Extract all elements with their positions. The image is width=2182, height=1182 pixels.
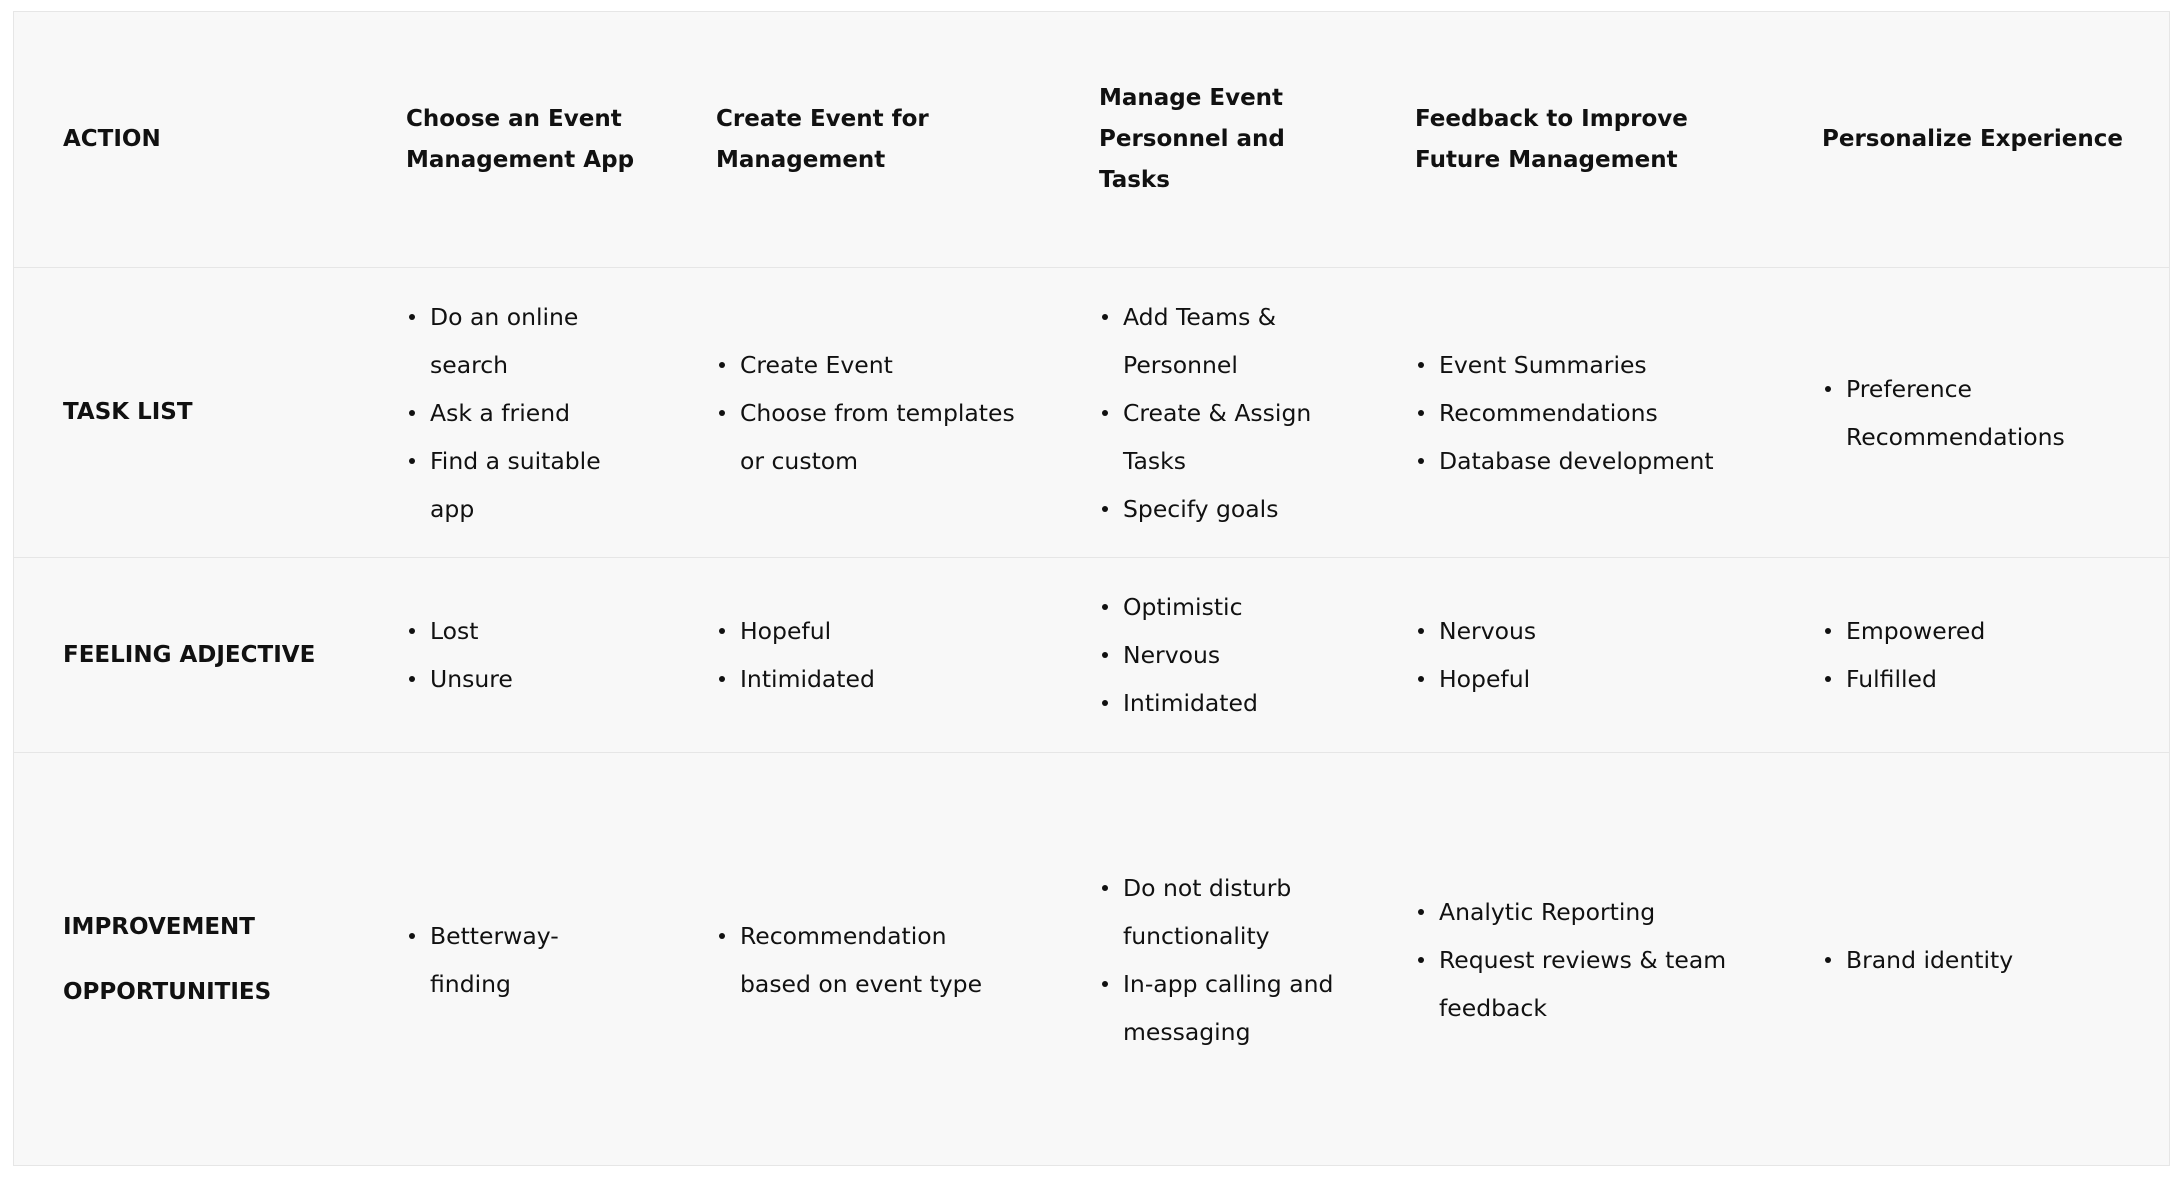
bullet-list bbox=[1099, 293, 1339, 533]
header-cell-stage-1 bbox=[406, 12, 696, 267]
bullet-list bbox=[1415, 341, 1815, 485]
table-cell bbox=[1415, 268, 1815, 557]
table-header-row bbox=[14, 12, 2169, 267]
bullet-list bbox=[406, 912, 581, 1008]
table-cell bbox=[406, 558, 696, 752]
list-item: Optimistic bbox=[1099, 583, 1339, 631]
list-item: Empowered bbox=[1822, 607, 2092, 655]
list-item: Preference Recommendations bbox=[1822, 365, 2092, 461]
header-cell-stage-2 bbox=[716, 12, 1076, 267]
table-cell bbox=[1415, 753, 1815, 1167]
header-cell-stage-5 bbox=[1822, 12, 2167, 267]
list-item: Hopeful bbox=[1415, 655, 1815, 703]
bullet-list bbox=[1099, 583, 1339, 727]
list-item: Recommendation based on event type bbox=[716, 912, 1006, 1008]
header-cell-stage-4 bbox=[1415, 12, 1815, 267]
list-item: Create & Assign Tasks bbox=[1099, 389, 1339, 485]
list-item: Nervous bbox=[1099, 631, 1339, 679]
list-item: Fulfilled bbox=[1822, 655, 2092, 703]
row-label: FEELING ADJECTIVE bbox=[63, 641, 316, 668]
list-item: Intimidated bbox=[1099, 679, 1339, 727]
list-item: Intimidated bbox=[716, 655, 1036, 703]
bullet-list bbox=[406, 607, 636, 703]
header-cell-action bbox=[63, 12, 393, 267]
table-cell bbox=[1822, 558, 2167, 752]
list-item: Request reviews & team feedback bbox=[1415, 936, 1775, 1032]
list-item: Find a suitable app bbox=[406, 437, 636, 533]
list-item: Unsure bbox=[406, 655, 636, 703]
bullet-list bbox=[1822, 365, 2092, 461]
table-row-feeling-adjective bbox=[14, 557, 2169, 752]
bullet-list bbox=[1415, 888, 1775, 1032]
list-item: Event Summaries bbox=[1415, 341, 1815, 389]
list-item: Do an online search bbox=[406, 293, 636, 389]
list-item: Betterway-finding bbox=[406, 912, 581, 1008]
list-item: Create Event bbox=[716, 341, 1036, 389]
table-cell bbox=[1415, 558, 1815, 752]
list-item: Ask a friend bbox=[406, 389, 636, 437]
bullet-list bbox=[406, 293, 636, 533]
column-header: ACTION bbox=[63, 126, 161, 152]
table-cell bbox=[716, 558, 1076, 752]
list-item: Nervous bbox=[1415, 607, 1815, 655]
list-item: Specify goals bbox=[1099, 485, 1339, 533]
list-item: Choose from templates or custom bbox=[716, 389, 1036, 485]
column-header: Choose an Event Management App bbox=[406, 105, 635, 173]
column-header: Create Event for Management bbox=[716, 105, 929, 173]
table-cell bbox=[716, 753, 1076, 1167]
list-item: In-app calling and messaging bbox=[1099, 960, 1339, 1056]
table-cell bbox=[1099, 268, 1399, 557]
journey-map-table bbox=[13, 11, 2170, 1166]
bullet-list bbox=[1415, 607, 1815, 703]
table-row-improvement-opportunities bbox=[14, 752, 2169, 1167]
list-item: Database development bbox=[1415, 437, 1815, 485]
table-cell bbox=[1099, 558, 1399, 752]
list-item: Recommendations bbox=[1415, 389, 1815, 437]
bullet-list bbox=[716, 607, 1036, 703]
table-cell bbox=[1099, 753, 1399, 1167]
bullet-list bbox=[1822, 607, 2092, 703]
row-label-cell bbox=[63, 268, 393, 557]
table-cell bbox=[716, 268, 1076, 557]
header-cell-stage-3 bbox=[1099, 12, 1399, 267]
list-item: Do not disturb functionality bbox=[1099, 864, 1339, 960]
bullet-list bbox=[716, 341, 1036, 485]
column-header: Manage Event Personnel and Tasks bbox=[1099, 85, 1285, 193]
list-item: Brand identity bbox=[1822, 936, 2092, 984]
list-item: Add Teams & Personnel bbox=[1099, 293, 1339, 389]
list-item: Hopeful bbox=[716, 607, 1036, 655]
row-label-cell bbox=[63, 753, 393, 1167]
table-cell bbox=[406, 268, 696, 557]
bullet-list bbox=[1822, 936, 2092, 984]
list-item: Analytic Reporting bbox=[1415, 888, 1775, 936]
column-header: Personalize Experience bbox=[1822, 126, 2123, 152]
column-header: Feedback to Improve Future Management bbox=[1415, 105, 1688, 173]
table-cell bbox=[1822, 268, 2167, 557]
row-label-cell bbox=[63, 558, 393, 752]
table-cell bbox=[1822, 753, 2167, 1167]
table-row-task-list bbox=[14, 267, 2169, 557]
list-item: Lost bbox=[406, 607, 636, 655]
table-cell bbox=[406, 753, 696, 1167]
bullet-list bbox=[716, 912, 1006, 1008]
row-label: TASK LIST bbox=[63, 399, 193, 425]
row-label: IMPROVEMENT OPPORTUNITIES bbox=[63, 914, 272, 1005]
bullet-list bbox=[1099, 864, 1339, 1056]
